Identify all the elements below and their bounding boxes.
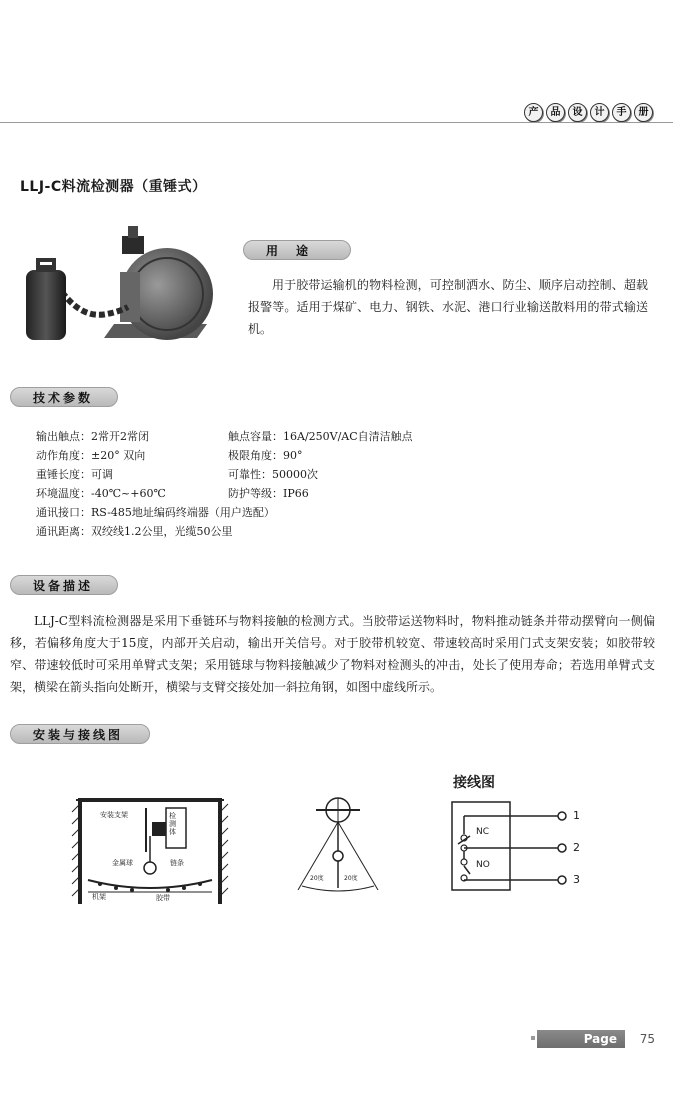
installation-diagram (70, 792, 230, 907)
terminal-1-label: 1 (573, 809, 580, 822)
wiring-diagram (450, 800, 590, 895)
spec-item: 可靠性：50000次 (228, 468, 318, 481)
spec-item: 防护等级：IP66 (228, 487, 309, 500)
description-heading: 设备描述 (10, 575, 118, 595)
label-angle-right: 20度 (344, 875, 358, 882)
product-title: LLJ-C料流检测器（重锤式） (20, 179, 207, 195)
manual-badge: 设 (568, 103, 587, 122)
manual-badge: 计 (590, 103, 609, 122)
manual-badge: 品 (546, 103, 565, 122)
specs-heading: 技术参数 (10, 387, 118, 407)
spec-item: 环境温度：-40℃~+60℃ (36, 487, 166, 500)
header-divider (0, 122, 673, 123)
label-chain: 链条 (170, 859, 184, 867)
label-belt: 胶带 (156, 894, 170, 902)
manual-badges (524, 103, 653, 122)
spec-item: 重锤长度：可调 (36, 468, 113, 481)
spec-item: 输出触点：2常开2常闭 (36, 430, 149, 443)
manual-badge: 手 (612, 103, 631, 122)
manual-badge: 产 (524, 103, 543, 122)
terminal-2-label: 2 (573, 841, 580, 854)
product-photo (22, 222, 222, 352)
wiring-no-label: NO (476, 860, 490, 870)
manual-badge: 册 (634, 103, 653, 122)
label-ball: 金属球 (112, 859, 133, 867)
terminal-3-label: 3 (573, 873, 580, 886)
usage-heading: 用 途 (243, 240, 351, 260)
spec-item: 触点容量：16A/250V/AC自清洁触点 (228, 430, 413, 443)
label-detector: 检测体 (169, 812, 176, 836)
label-angle-left: 20度 (310, 875, 324, 882)
page-label: Page (537, 1030, 625, 1048)
usage-text: 用于胶带运输机的物料检测，可控制洒水、防尘、顺序启动控制、超载报警等。适用于煤矿、电力、钢铁、水泥、港口行业输送散料用的带式输送机。 (248, 278, 648, 336)
spec-item: 极限角度：90° (228, 449, 303, 462)
spec-item: 动作角度：±20° 双向 (36, 449, 146, 462)
page-number: 75 (639, 1032, 655, 1046)
spec-item: 通讯接口：RS-485地址编码终端器（用户选配） (36, 506, 275, 519)
spec-item: 通讯距离：双绞线1.2公里，光缆50公里 (36, 525, 233, 538)
wiring-nc-label: NC (476, 827, 490, 837)
label-frame: 机架 (92, 893, 106, 901)
wiring-title: 接线图 (453, 775, 495, 791)
label-bracket: 安装支架 (100, 811, 128, 819)
description-text: LLJ-C型料流检测器是采用下垂链环与物料接触的检测方式。当胶带运送物料时，物料推动链条并带动摆臂向一侧偏移，若偏移角度大于15度，内部开关启动，输出开关信号。对于胶带机较宽、带速较高时采用门式支架安装；如胶带较窄、带速较低时可采用单臂式支架；采用链球与物料接触减少了物料对检测头的冲击，处长了使用寿命；若选用单臂式支架，横梁在箭头指向处断开，横梁与支臂交接处加一斜拉角钢，如图中虚线所示。 (10, 614, 655, 694)
install-heading: 安装与接线图 (10, 724, 150, 744)
angle-diagram (292, 790, 388, 895)
